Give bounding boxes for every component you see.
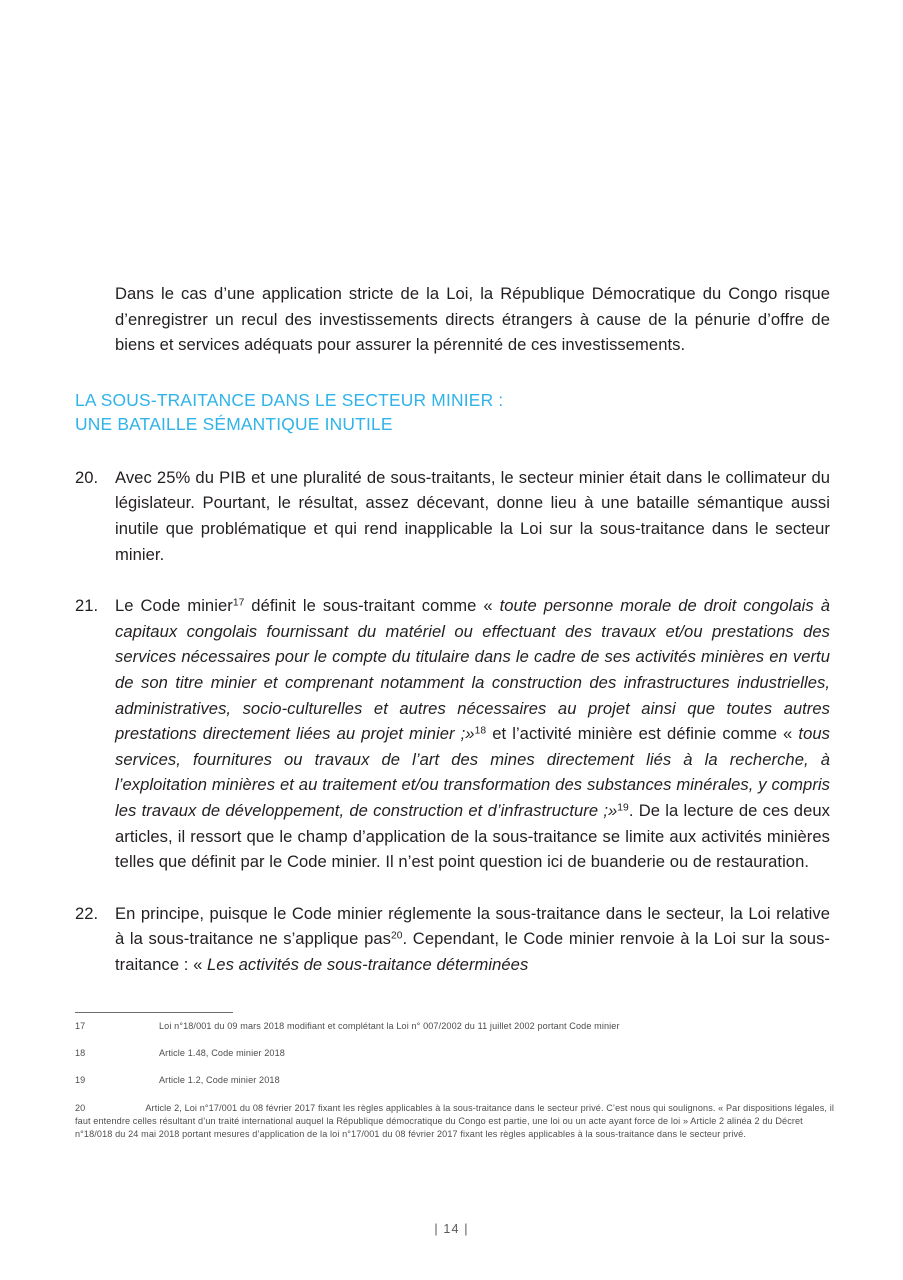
page-number: | 14 | (434, 1222, 469, 1236)
footnote-20-text: Article 2, Loi n°17/001 du 08 février 2017 fixant les règles applicables à la sous-traitance dans le secteur privé. C’est nous qui soulignons. « Par dispositions légales, il faut entendre celles résultant d’un traité international auquel la République démocratique du Congo est partie, une loi ou un acte ayant force de loi » Article 2 alinéa 2 du Décret n°18/018 du 24 mai 2018 portant mesures d’application de la loi n°17/001 du 08 février 2017 fixant les règles applicables à la sous-traitance dans le secteur privé. (75, 1102, 834, 1140)
p21-quote-1-italic: toute personne morale de droit congolais à capitaux congolais fournissant du matériel ou effectuant des travaux et/ou prestations des services nécessaires pour le compte du titulaire dans le cadre de ses activités minières en vertu de son titre minier et comprenant notamment la construction des infrastructures industrielles, administratives, socio-culturelles et autres nécessaires au projet ainsi que toutes autres prestations directement liées au projet minier ;» (115, 596, 830, 744)
footnote-17-number: 17 (75, 1021, 86, 1031)
paragraph-text-22 (115, 901, 830, 978)
p21-segment-2: définit le sous-traitant comme (244, 596, 484, 616)
p22-quote-1-open: « (193, 954, 208, 974)
section-heading-line-2: UNE BATAILLE SÉMANTIQUE INUTILE (75, 414, 393, 435)
footnote-separator-rule (75, 1012, 233, 1013)
numbered-paragraph-20 (75, 465, 830, 567)
paragraph-text-21 (115, 593, 830, 875)
p22-segment-1: En principe, puisque le Code minier réglemente la sous-traitance dans le secteur, la Loi relative à la sous-traitance ne s’applique pas (115, 903, 830, 949)
p21-quote-1-open: « (483, 596, 500, 616)
footnote-ref-19[interactable]: 19 (617, 802, 629, 814)
section-heading-line-1: LA SOUS-TRAITANCE DANS LE SECTEUR MINIER : (75, 389, 504, 410)
paragraph-number-22: 22. (75, 903, 99, 923)
numbered-paragraph-21 (75, 593, 830, 875)
footnote-19 (75, 1074, 835, 1087)
p21-quote-2-open: « (783, 724, 799, 744)
page-content (75, 281, 830, 1003)
footnote-19-text: Article 1.2, Code minier 2018 (159, 1075, 280, 1086)
paragraph-number-21: 21. (75, 596, 99, 616)
footnote-ref-17[interactable]: 17 (232, 597, 245, 609)
footnotes-section (75, 1012, 835, 1142)
footnote-18-number: 18 (75, 1048, 86, 1059)
footnote-19-number: 19 (75, 1075, 86, 1086)
p22-quote-1-italic: Les activités de sous-traitance déterminées (207, 954, 529, 974)
footnote-18 (75, 1047, 835, 1060)
intro-paragraph: Dans le cas d’une application stricte de la Loi, la République Démocratique du Congo risque d’enregistrer un recul des investissements directs étrangers à cause de la pénurie d’offre de biens et services adéquats pour assurer la pérennité de ces investissements. (115, 284, 830, 355)
p21-quote-2-italic: tous services, fournitures ou travaux de l’art des mines directement liés à la recherche, à l’exploitation minières et au traitement et/ou transformation des substances minérales, y compris les travaux de développement, de construction et d’infrastructure ;» (115, 724, 830, 820)
footnote-20-number: 20 (75, 1102, 86, 1113)
footnote-17 (75, 1020, 835, 1033)
footnote-ref-18[interactable]: 18 (474, 725, 487, 737)
footnote-17-text: Loi n°18/001 du 09 mars 2018 modifiant et complétant la Loi n° 007/2002 du 11 juillet 2002 portant Code minier (159, 1021, 620, 1031)
p21-segment-1: Le Code minier (115, 596, 233, 616)
p22-segment-2: . Cependant, le Code minier renvoie à la Loi sur la sous-traitance : (115, 929, 830, 974)
footnote-20 (75, 1102, 835, 1142)
section-heading (75, 388, 830, 437)
footnote-ref-20[interactable]: 20 (390, 930, 403, 942)
p21-segment-4: . De la lecture de ces deux articles, il ressort que le champ d’application de la sous-traitance se limite aux activités minières telles que définit par le Code minier. Il n’est point question ici de buanderie ou de restauration. (115, 800, 830, 872)
footnote-18-text: Article 1.48, Code minier 2018 (159, 1048, 285, 1059)
paragraph-text-20: Avec 25% du PIB et une pluralité de sous-traitants, le secteur minier était dans le collimateur du législateur. Pourtant, le résultat, assez décevant, donne lieu à une bataille sémantique aussi inutile que problématique et qui rend inapplicable la Loi sur la sous-traitance dans le secteur minier. (115, 467, 830, 564)
paragraph-number-20: 20. (75, 467, 99, 487)
numbered-paragraph-22 (75, 901, 830, 978)
p21-segment-3: et l’activité minière est définie comme (486, 724, 784, 744)
